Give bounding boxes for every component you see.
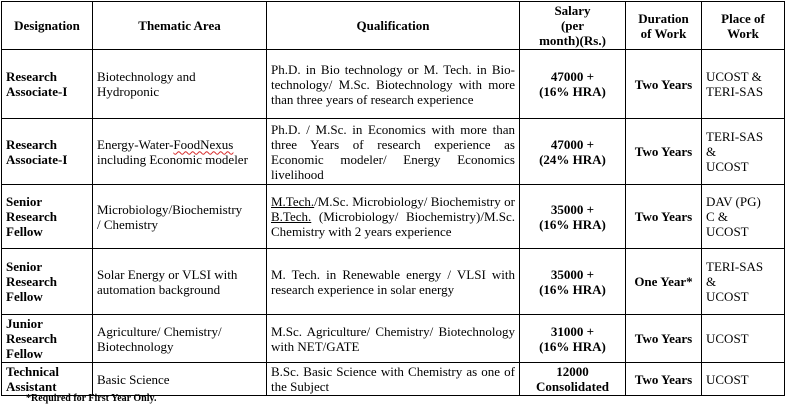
designation-cell — [2, 249, 93, 315]
thematic-line: Agriculture/ Chemistry/ — [97, 323, 222, 339]
thematic-text: including Economic modeler — [97, 151, 248, 167]
salary-line: (24% HRA) — [539, 151, 606, 167]
place-cell — [702, 363, 785, 396]
salary-cell — [520, 315, 626, 363]
place-line: UCOST — [706, 289, 749, 304]
salary-line: 47000 + — [550, 136, 595, 152]
table-row — [2, 119, 785, 185]
designation-line: Technical — [6, 364, 59, 379]
place-cell — [702, 119, 785, 185]
thematic-cell — [93, 50, 267, 119]
table-row — [2, 249, 785, 315]
salary-line: 35000 + — [550, 266, 595, 282]
duration-cell: Two Years — [626, 119, 702, 185]
designation-line: Research — [6, 136, 58, 152]
header-thematic-area: Thematic Area — [93, 2, 267, 50]
salary-cell — [520, 119, 626, 185]
footnote: *Required for First Year Only. — [26, 393, 157, 404]
place-cell — [702, 249, 785, 315]
qualification-cell: Ph.D. in Bio technology or M. Tech. in Bio-technology/ M.Sc. Biotechnology with more than three years of research experience — [267, 50, 520, 119]
designation-line: Junior — [6, 316, 43, 331]
duration-cell: Two Years — [626, 363, 702, 396]
thematic-cell — [93, 363, 267, 396]
qualification-text: B.Tech. — [271, 209, 312, 224]
place-cell — [702, 315, 785, 363]
designation-cell — [2, 119, 93, 185]
place-line: UCOST — [706, 331, 749, 346]
designation-line: Senior — [6, 194, 43, 209]
duration-cell: One Year* — [626, 249, 702, 315]
thematic-cell — [93, 249, 267, 315]
salary-line: 12000 — [556, 364, 589, 379]
header-row — [2, 2, 785, 50]
thematic-cell — [93, 119, 267, 185]
header-place-line-1: Place of — [721, 10, 765, 26]
table-row — [2, 363, 785, 396]
designation-line: Research — [6, 69, 58, 84]
designation-line: Fellow — [6, 289, 43, 304]
salary-cell — [520, 363, 626, 396]
salary-line: 35000 + — [550, 201, 595, 217]
place-line: UCOST — [706, 159, 749, 174]
designation-cell — [2, 363, 93, 396]
salary-line: (16% HRA) — [539, 84, 606, 99]
designation-line: Research — [6, 331, 58, 346]
thematic-line: Microbiology/Biochemistry — [97, 201, 243, 217]
positions-table — [1, 1, 785, 396]
designation-cell — [2, 315, 93, 363]
thematic-line: automation background — [97, 281, 221, 297]
salary-cell — [520, 50, 626, 119]
thematic-line: Biotechnology — [97, 338, 174, 354]
place-line: TERI-SAS — [706, 84, 764, 99]
designation-line: Research — [6, 209, 58, 224]
table-row — [2, 185, 785, 249]
thematic-text-flagged: FoodNexus — [173, 136, 234, 152]
designation-line: Associate-I — [6, 151, 68, 167]
designation-line: Fellow — [6, 224, 43, 239]
designation-cell — [2, 185, 93, 249]
header-salary-line-1: Salary — [554, 3, 591, 18]
place-line: UCOST — [706, 371, 749, 387]
thematic-line: / Chemistry — [97, 216, 159, 232]
duration-cell: Two Years — [626, 185, 702, 249]
qualification-cell: B.Sc. Basic Science with Chemistry as one of the Subject — [267, 363, 520, 396]
salary-line: (16% HRA) — [539, 338, 606, 354]
header-salary-line-2: (per — [560, 18, 585, 33]
salary-cell — [520, 249, 626, 315]
qualification-text: /M.Sc. Microbiology/ Biochemistry or — [314, 194, 515, 209]
thematic-cell — [93, 185, 267, 249]
designation-line: Associate-I — [6, 84, 68, 99]
duration-cell: Two Years — [626, 315, 702, 363]
salary-line: (16% HRA) — [539, 216, 606, 232]
header-duration — [626, 2, 702, 50]
designation-line: Research — [6, 274, 58, 289]
header-place — [702, 2, 785, 50]
header-duration-line-2: of Work — [640, 25, 687, 41]
qualification-text: M.Tech. — [271, 194, 315, 209]
designation-line: Assistant — [6, 379, 57, 394]
place-cell — [702, 50, 785, 119]
thematic-line: Basic Science — [97, 371, 170, 387]
place-line: & — [706, 274, 717, 289]
qualification-cell: M. Tech. in Renewable energy / VLSI with research experience in solar energy — [267, 249, 520, 315]
salary-line: 47000 + — [550, 69, 595, 84]
designation-line: Senior — [6, 259, 43, 274]
salary-line: Consolidated — [536, 379, 609, 394]
place-line: UCOST — [706, 224, 749, 239]
salary-line: 31000 + — [550, 323, 595, 339]
designation-cell — [2, 50, 93, 119]
header-salary — [520, 2, 626, 50]
header-duration-line-1: Duration — [638, 10, 689, 26]
qualification-cell: M.Sc. Agriculture/ Chemistry/ Biotechnology with NET/GATE — [267, 315, 520, 363]
table-row — [2, 50, 785, 119]
place-cell — [702, 185, 785, 249]
thematic-line: Hydroponic — [97, 84, 160, 99]
place-line: C & — [706, 209, 729, 224]
qualification-cell — [267, 185, 520, 249]
place-line: UCOST & — [706, 69, 762, 84]
place-line: TERI-SAS — [706, 129, 764, 144]
thematic-line: Biotechnology and — [97, 69, 196, 84]
place-line: TERI-SAS — [706, 259, 764, 274]
designation-line: Fellow — [6, 346, 43, 361]
salary-cell — [520, 185, 626, 249]
place-line: & — [706, 144, 717, 159]
qualification-cell: Ph.D. / M.Sc. in Economics with more than three Years of research experience as Economic modeler/ Energy Economics livelihood — [267, 119, 520, 185]
thematic-cell — [93, 315, 267, 363]
duration-cell: Two Years — [626, 50, 702, 119]
salary-line: (16% HRA) — [539, 281, 606, 297]
place-line: DAV (PG) — [706, 194, 761, 209]
thematic-text: Energy-Water- — [97, 136, 174, 152]
qualification-text: (Microbiology/ Biochemistry)/M.Sc. Chemistry with 2 years experience — [271, 209, 515, 239]
header-salary-line-3: month)(Rs.) — [539, 33, 606, 48]
thematic-line: Solar Energy or VLSI with — [97, 266, 238, 282]
table-row — [2, 315, 785, 363]
header-designation: Designation — [2, 2, 93, 50]
header-qualification: Qualification — [267, 2, 520, 50]
header-place-line-2: Work — [727, 25, 759, 41]
